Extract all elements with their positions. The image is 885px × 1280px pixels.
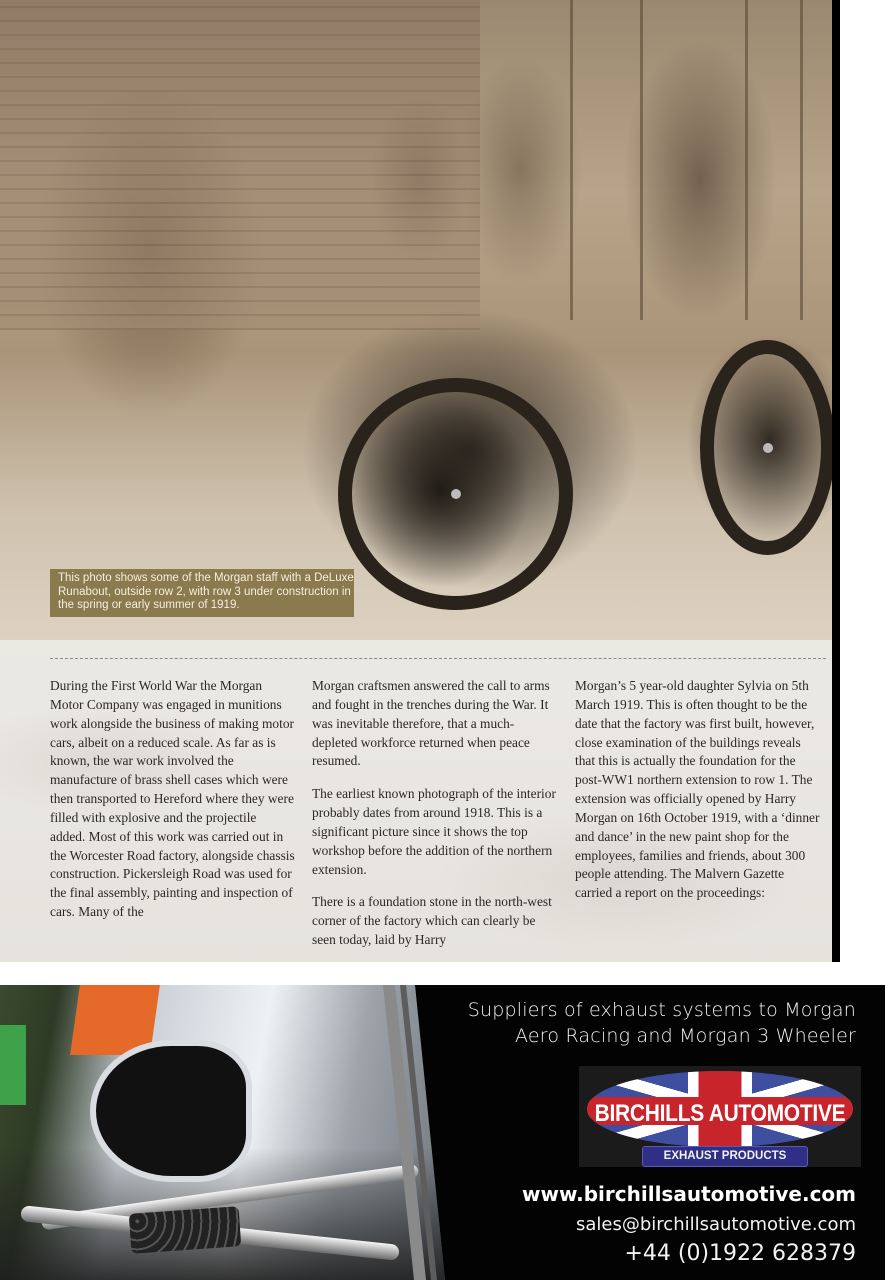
ad-phone-number: +44 (0)1922 628379 bbox=[624, 1241, 856, 1266]
logo-title: BIRCHILLS AUTOMOTIVE bbox=[594, 1100, 846, 1127]
scaffold-pole bbox=[640, 0, 643, 320]
paragraph: The earliest known photograph of the interior probably dates from around 1918. This is a significant picture since it shows the top workshop before the addition of the northern extension. bbox=[312, 786, 556, 877]
car-front-wheel bbox=[338, 378, 573, 610]
archival-photo bbox=[0, 0, 832, 640]
car-cockpit bbox=[90, 1040, 252, 1182]
ad-website-link[interactable]: www.birchillsautomotive.com bbox=[521, 1182, 856, 1206]
car-rear-wheel bbox=[700, 340, 832, 555]
article-column-2 bbox=[312, 677, 557, 962]
ad-car-photo bbox=[0, 985, 445, 1280]
union-jack-oval-icon bbox=[587, 1071, 853, 1147]
birchills-logo bbox=[579, 1066, 861, 1167]
scaffold-pole bbox=[800, 0, 803, 320]
photo-caption: This photo shows some of the Morgan staff with a DeLuxe Runabout, outside row 2, with row 3 under construction in the spring or early summer of 1919. bbox=[50, 569, 354, 617]
scaffold-pole bbox=[745, 0, 748, 320]
article-column-1 bbox=[50, 677, 295, 936]
paragraph: Morgan craftsmen answered the call to arms and fought in the trenches during the War. It was inevitable therefore, that a much-depleted workforce returned when peace resumed. bbox=[312, 678, 550, 769]
paragraph: During the First World War the Morgan Motor Company was engaged in munitions work alongside the business of making motor cars, albeit on a reduced scale. As far as is known, the war work involved the manufacture of brass shell cases which were then transported to Hereford where they were filled with explosive and the projectile added. Most of this work was carried out in the Worcester Road factory, alongside chassis construction. Pickersleigh Road was used for the final assembly, painting and inspection of cars. Many of the bbox=[50, 678, 295, 920]
factory-building bbox=[0, 0, 480, 330]
exhaust-muffler bbox=[129, 1206, 242, 1254]
article-column-3 bbox=[575, 677, 820, 917]
article-body bbox=[0, 640, 832, 962]
ad-tagline-line-2: Aero Racing and Morgan 3 Wheeler bbox=[515, 1025, 856, 1047]
paragraph: Morgan’s 5 year-old daughter Sylvia on 5th March 1919. This is often thought to be the date that the factory was first built, however, close examination of the buildings reveals that this is actually the foundation for the post-WW1 northern extension to row 1. The extension was officially opened by Harry Morgan on 16th October 1919, with a ‘dinner and dance’ in the new paint shop for the employees, families and friends, about 300 people attending. The Malvern Gazette carried a report on the proceedings: bbox=[575, 678, 820, 901]
advertisement bbox=[0, 985, 885, 1280]
ad-tagline bbox=[426, 997, 856, 1049]
paragraph: There is a foundation stone in the north-west corner of the factory which can clearly be seen today, laid by Harry bbox=[312, 894, 552, 948]
dashed-divider bbox=[50, 658, 826, 659]
scaffold-pole bbox=[570, 0, 573, 320]
green-background-shape bbox=[0, 1025, 26, 1105]
ad-tagline-line-1: Suppliers of exhaust systems to Morgan bbox=[467, 999, 856, 1021]
ad-email-link[interactable]: sales@birchillsautomotive.com bbox=[576, 1214, 856, 1235]
logo-subtitle: EXHAUST PRODUCTS bbox=[642, 1146, 808, 1167]
